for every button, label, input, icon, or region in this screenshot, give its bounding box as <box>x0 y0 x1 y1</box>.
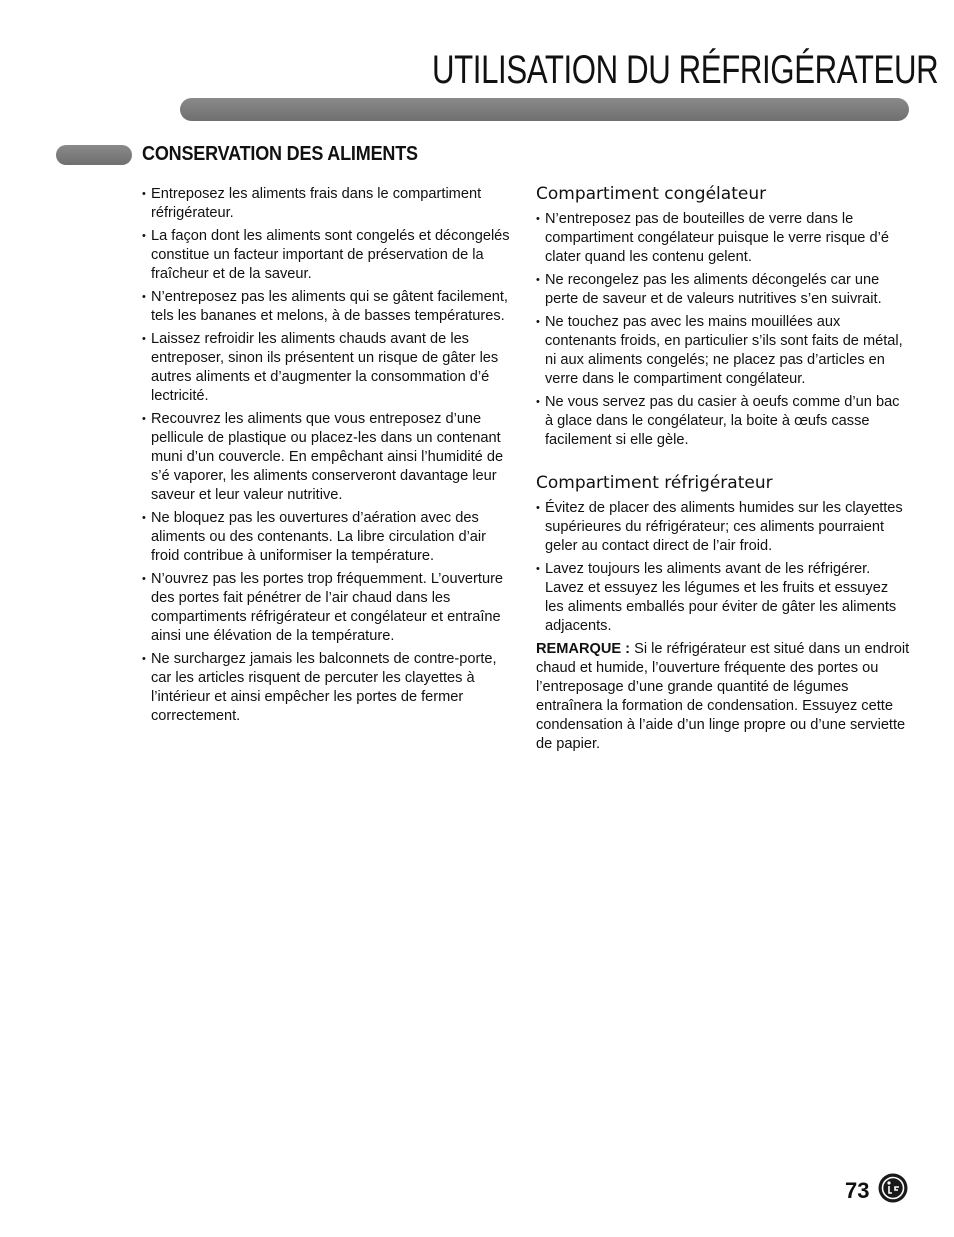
fridge-heading: Compartiment réfrigérateur <box>536 473 773 493</box>
lg-logo-icon <box>878 1173 908 1203</box>
list-item: • Lavez toujours les aliments avant de les réfrigérer. Lavez et essuyez les légumes et les fruits et essuyez les aliments emballés pour éviter de gâter les aliments adjacents. <box>536 560 910 636</box>
page-title: UTILISATION DU RÉFRIGÉRATEUR <box>432 48 939 92</box>
list-item: • Entreposez les aliments frais dans le compartiment réfrigérateur. <box>142 185 514 223</box>
list-item: • Ne touchez pas avec les mains mouillées aux contenants froids, en particulier s’ils sont faits de métal, ni aux aliments congelés; ne placez pas d’articles en verre dans le compartiment congélateur. <box>536 313 910 389</box>
list-item: • Laissez refroidir les aliments chauds avant de les entreposer, sinon ils présentent un risque de gâter les autres aliments et d’augmenter la consommation d’é lectricité. <box>142 330 514 406</box>
remark-note <box>536 640 910 754</box>
list-item: • N’entreposez pas les aliments qui se gâtent facilement, tels les bananes et melons, à de basses températures. <box>142 288 514 326</box>
list-item: • Ne recongelez pas les aliments décongelés car une perte de saveur et de valeurs nutritives s’en suivrait. <box>536 271 910 309</box>
title-bar <box>180 98 909 121</box>
freezer-heading: Compartiment congélateur <box>536 184 767 204</box>
remark-label: REMARQUE : <box>536 641 631 657</box>
list-item: • La façon dont les aliments sont congelés et décongelés constitue un facteur important de préservation de la fraîcheur et de la saveur. <box>142 227 514 284</box>
left-column <box>142 185 514 730</box>
remark-text: Si le réfrigérateur est situé dans un endroit chaud et humide, l’ouverture fréquente des portes ou l’entreposage d’une grande quantité de légumes entraînera la formation de condensation. Essuyez cette condensation à l’aide d’un linge propre ou d’une serviette de papier. <box>536 641 910 752</box>
list-item: • Ne bloquez pas les ouvertures d’aération avec des aliments ou des contenants. La libre circulation d’air froid contribue à uniformiser la température. <box>142 509 514 566</box>
page-number: 73 <box>845 1178 870 1203</box>
list-item: • N’ouvrez pas les portes trop fréquemment. L’ouverture des portes fait pénétrer de l’air chaud dans les compartiments réfrigérateur et congélateur et entraîne ainsi une élévation de la température. <box>142 570 514 646</box>
list-item: • Ne vous servez pas du casier à oeufs comme d’un bac à glace dans le congélateur, la boite à œufs casse facilement si elle gèle. <box>536 393 910 450</box>
list-item: • Ne surchargez jamais les balconnets de contre-porte, car les articles risquent de percuter les clayettes à l’intérieur et ainsi empêcher les portes de fermer correctement. <box>142 650 514 726</box>
list-item: • N’entreposez pas de bouteilles de verre dans le compartiment congélateur puisque le verre risque d’é clater quand les contenu gelent. <box>536 210 910 267</box>
section-heading: CONSERVATION DES ALIMENTS <box>142 143 418 165</box>
right-column <box>536 185 910 754</box>
list-item: • Recouvrez les aliments que vous entreposez d’une pellicule de plastique ou placez-les dans un contenant muni d’un couvercle. En empêchant ainsi l’humidité de s’é vaporer, les aliments conserveront davantage leur saveur et leur valeur nutritive. <box>142 410 514 505</box>
storage-tips-list <box>142 185 514 726</box>
fridge-tips-list <box>536 499 910 636</box>
section-pill <box>56 145 132 165</box>
list-item: • Évitez de placer des aliments humides sur les clayettes supérieures du réfrigérateur; ces aliments pourraient geler au contact direct de l’air froid. <box>536 499 910 556</box>
freezer-tips-list <box>536 210 910 450</box>
